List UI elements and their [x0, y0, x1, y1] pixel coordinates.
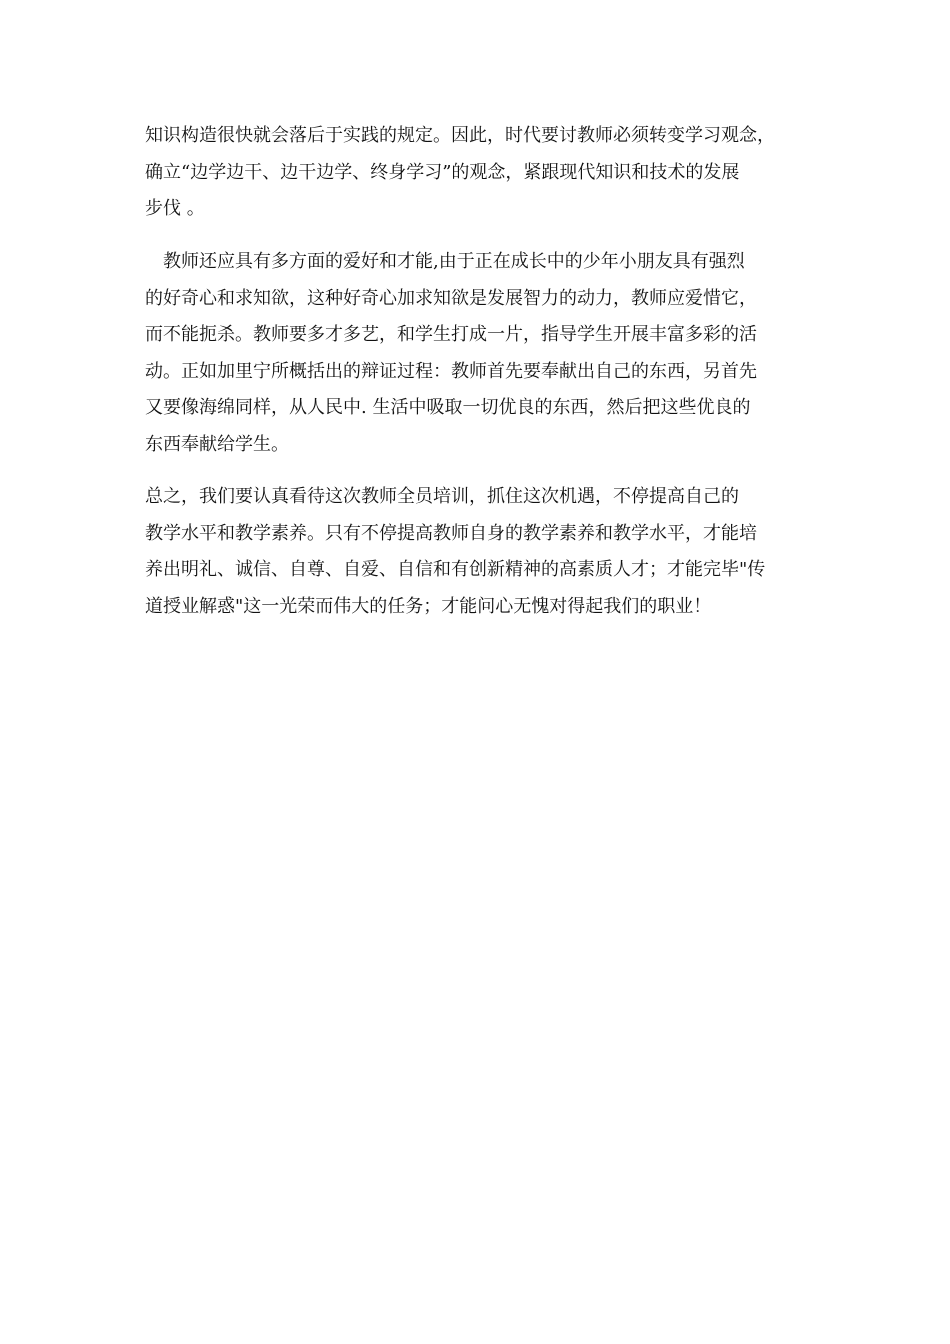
text-line: 动。正如加里宁所概括出的辩证过程：教师首先要奉献出自己的东西，另首先	[145, 360, 757, 382]
text-line: 教学水平和教学素养。只有不停提高教师自身的教学素养和教学水平，才能培	[145, 522, 757, 544]
text-line: 步伐 。	[145, 198, 205, 219]
paragraph-3	[145, 479, 810, 625]
text-line: 确立“边学边干、边干边学、终身学习”的观念，紧跟现代知识和技术的发展	[145, 161, 740, 183]
text-line: 而不能扼杀。教师要多才多艺，和学生打成一片，指导学生开展丰富多彩的活	[145, 324, 757, 345]
paragraph-2	[145, 244, 810, 463]
text-line: 道授业解惑"这一光荣而伟大的任务；才能问心无愧对得起我们的职业！	[145, 595, 712, 617]
text-line: 东西奉献给学生。	[145, 433, 289, 455]
text-line: 的好奇心和求知欲，这种好奇心加求知欲是发展智力的动力，教师应爱惜它，	[145, 287, 757, 309]
text-line: 教师还应具有多方面的爱好和才能,由于正在成长中的少年小朋友具有强烈	[145, 251, 745, 272]
text-line: 养出明礼、诚信、自尊、自爱、自信和有创新精神的高素质人才；才能完毕"传	[145, 559, 766, 580]
paragraph-1	[145, 118, 810, 228]
text-line: 总之，我们要认真看待这次教师全员培训，抓住这次机遇，不停提高自己的	[145, 486, 739, 507]
text-line: 知识构造很快就会落后于实践的规定。因此，时代要讨教师必须转变学习观念，	[145, 125, 775, 146]
text-line: 又要像海绵同样，从人民中. 生活中吸取一切优良的东西，然后把这些优良的	[145, 397, 751, 418]
